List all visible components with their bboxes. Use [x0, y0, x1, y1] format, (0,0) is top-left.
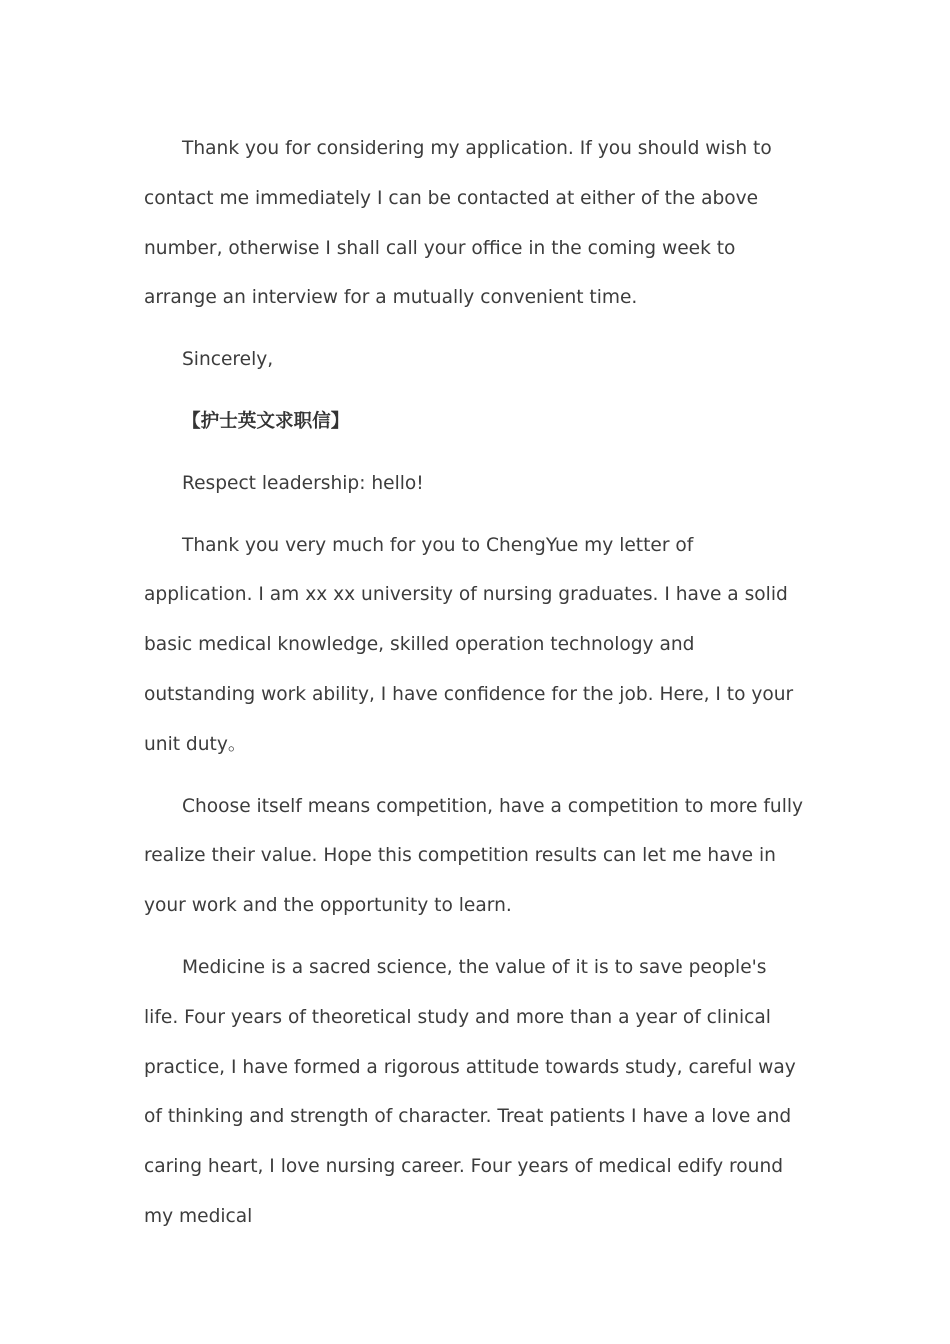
paragraph-medicine: Medicine is a sacred science, the value of it is to save people's life. Four years of theoretical study and more than a year of clinical practice, I have formed a rigorous attitude towards study, careful way of thinking and strength of character. Treat patients I have a love and caring heart, I love nursing career. Four years of medical edify round my medical: [144, 956, 796, 1227]
paragraph-competition: Choose itself means competition, have a competition to more fully realize their value. Hope this competition results can let me have in your work and the opportunity to learn.: [144, 795, 804, 917]
paragraph-sign-off: Sincerely,: [182, 349, 274, 371]
paragraph-closing-thanks: Thank you for considering my application. If you should wish to contact me immediately I can be contacted at either of the above number, otherwise I shall call your office in the coming week to arrange an interview for a mutually convenient time.: [144, 138, 772, 309]
document-page: [144, 124, 804, 1254]
paragraph-greeting: Respect leadership: hello!: [182, 472, 424, 494]
section-heading: 【护士英文求职信】: [182, 410, 350, 432]
paragraph-introduction: Thank you very much for you to ChengYue my letter of application. I am xx xx university of nursing graduates. I have a solid basic medical knowledge, skilled operation technology and outstanding work ability, I have confidence for the job. Here, I to your unit duty。: [144, 534, 794, 755]
